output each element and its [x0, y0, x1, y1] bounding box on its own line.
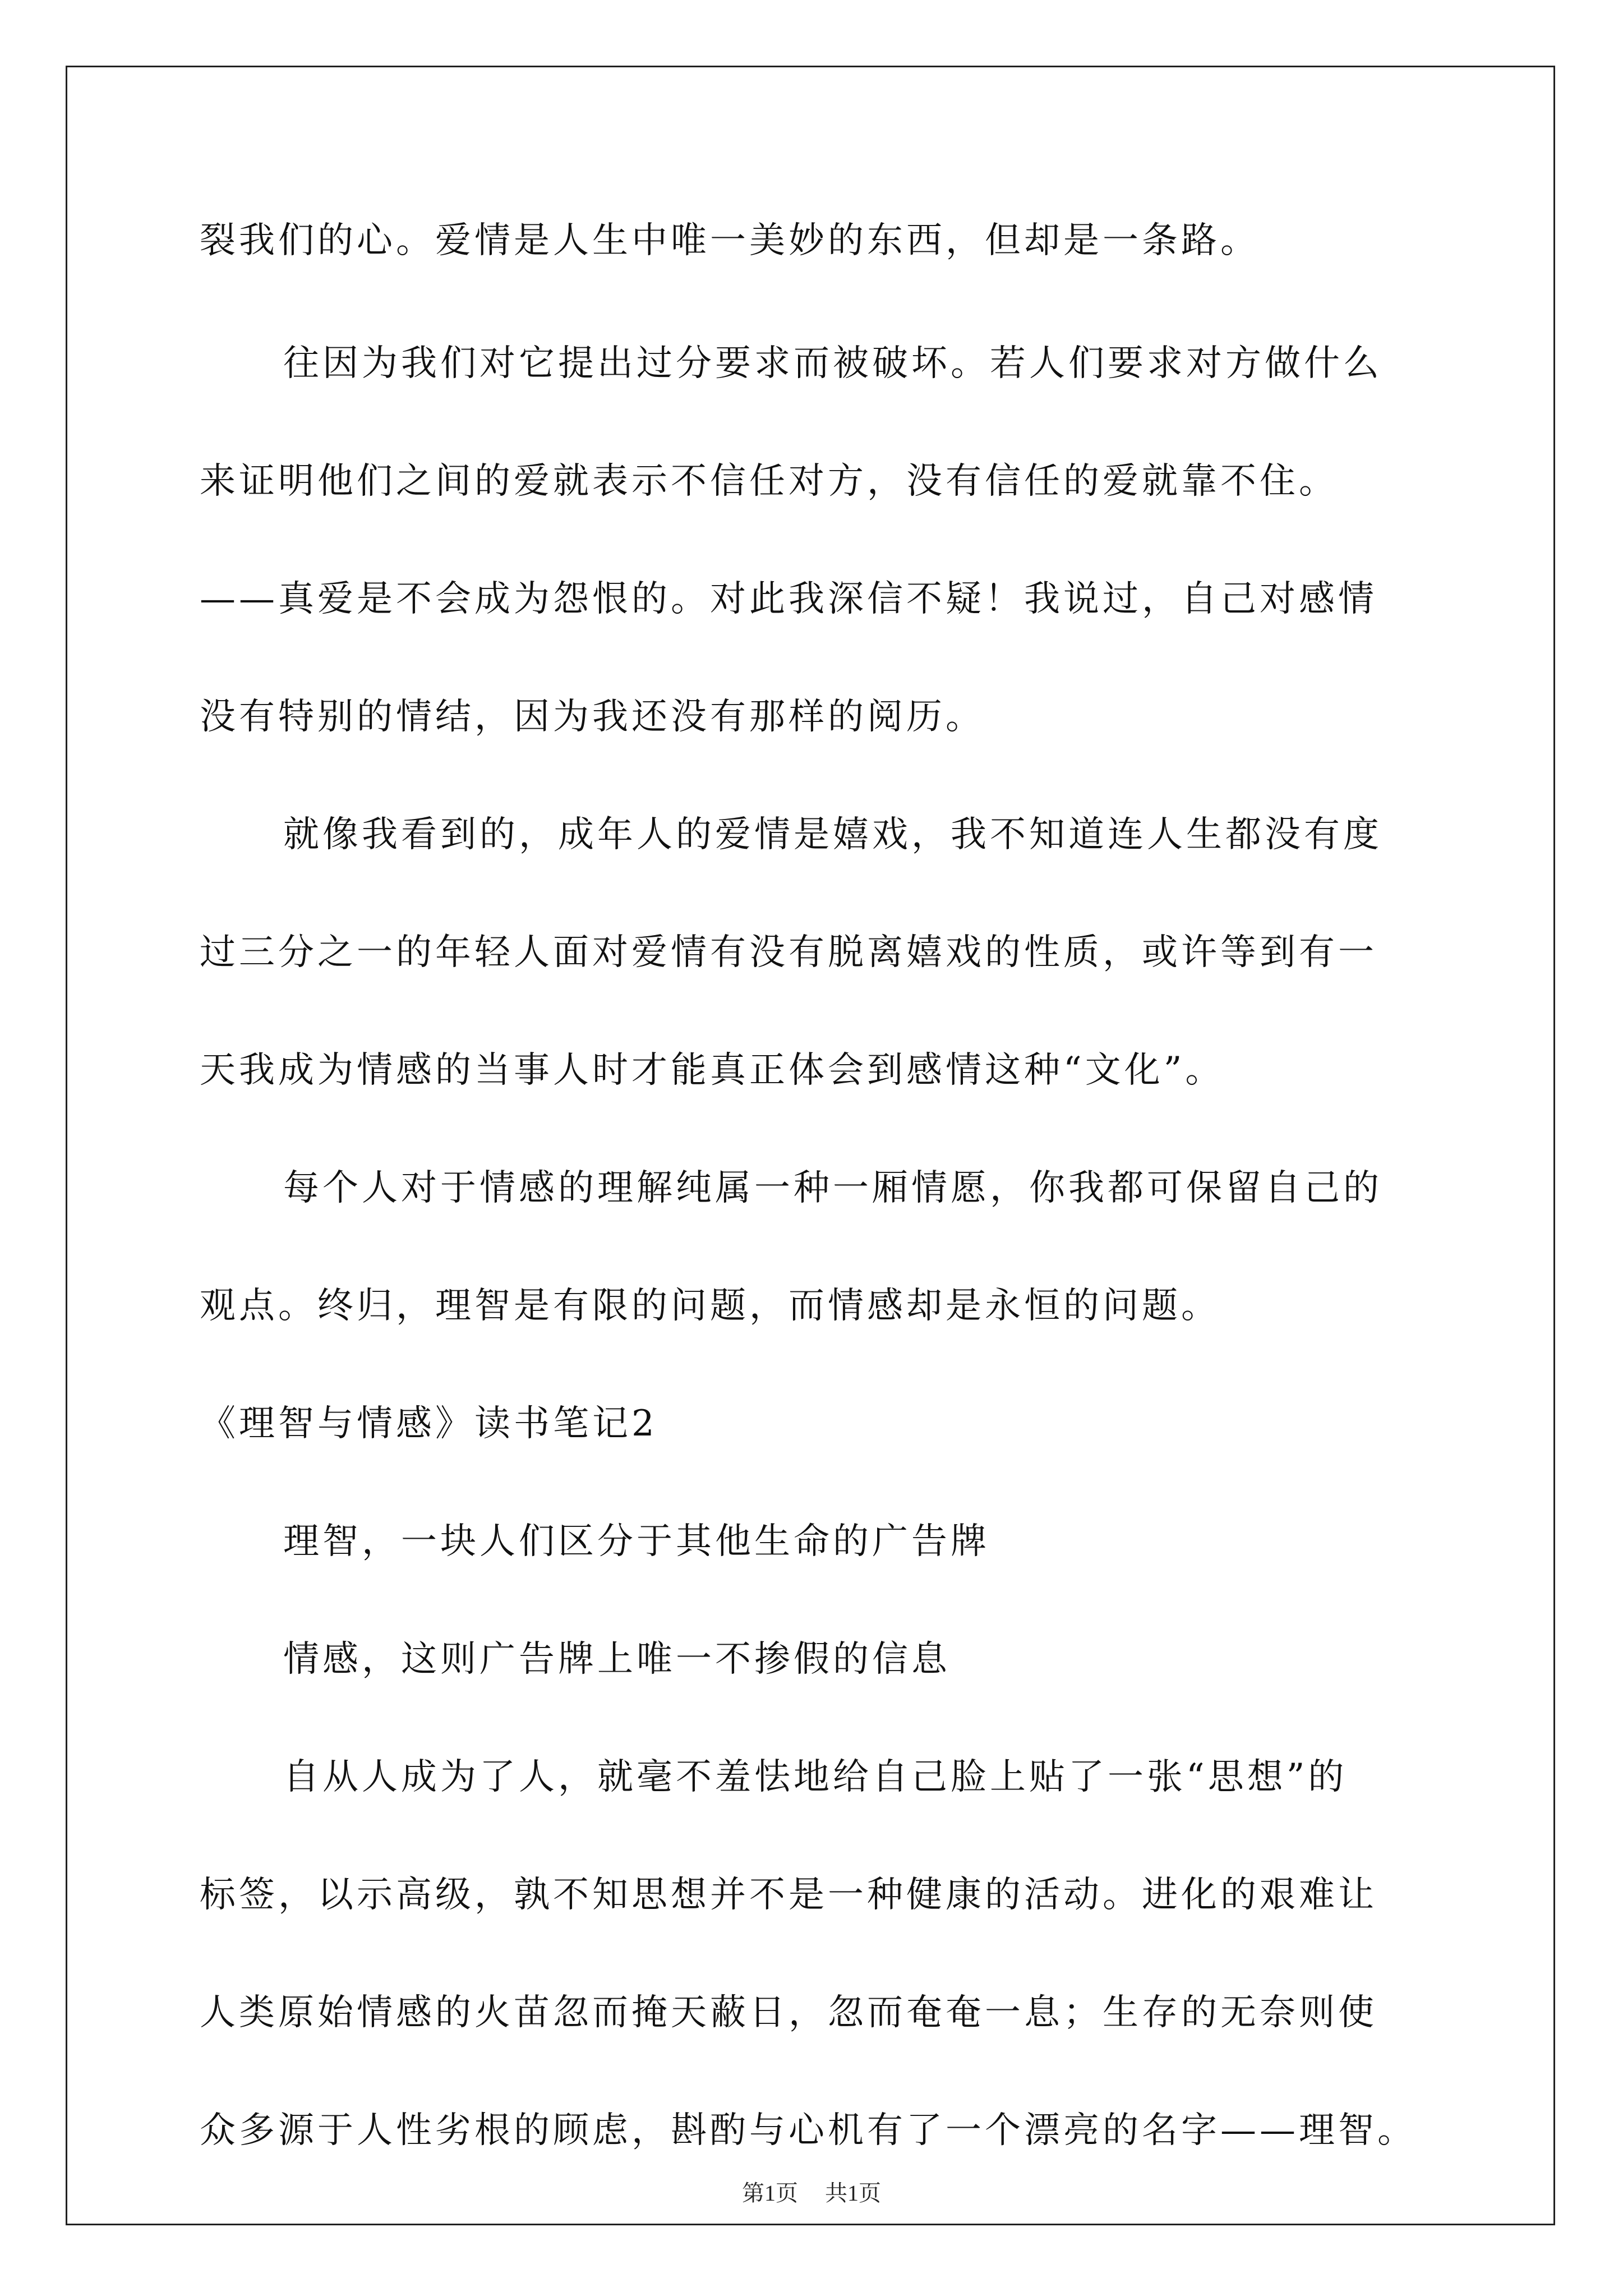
text-line: 众多源于人性劣根的顾虑，斟酌与心机有了一个漂亮的名字——理智。	[200, 2110, 1417, 2151]
text-line: 每个人对于情感的理解纯属一种一厢情愿，你我都可保留自己的	[283, 1167, 1382, 1209]
text-line: 天我成为情感的当事人时才能真正体会到感情这种“文化”。	[200, 1050, 1225, 1091]
text-line: 过三分之一的年轻人面对爱情有没有脱离嬉戏的性质，或许等到有一	[200, 932, 1377, 973]
section-title: 《理智与情感》读书笔记2	[200, 1403, 658, 1444]
text-line: 理智，一块人们区分于其他生命的广告牌	[283, 1521, 990, 1562]
text-line: 观点。终归，理智是有限的问题，而情感却是永恒的问题。	[200, 1285, 1220, 1327]
page-footer	[0, 2177, 1623, 2210]
text-line: 标签，以示高级，孰不知思想并不是一种健康的活动。进化的艰难让	[200, 1874, 1377, 1916]
text-line: 自从人成为了人，就毫不羞怯地给自己脸上贴了一张“思想”的	[283, 1756, 1348, 1798]
text-line: 情感，这则广告牌上唯一不掺假的信息	[283, 1639, 951, 1680]
text-line: 没有特别的情结，因为我还没有那样的阅历。	[200, 696, 985, 738]
text-line: 往因为我们对它提出过分要求而被破坏。若人们要求对方做什么	[283, 343, 1382, 384]
page-total: 共1页	[825, 2180, 881, 2206]
text-line: ——真爱是不会成为怨恨的。对此我深信不疑！我说过，自己对感情	[200, 578, 1377, 620]
page-number: 第1页	[742, 2180, 798, 2206]
text-line: 就像我看到的，成年人的爱情是嬉戏，我不知道连人生都没有度	[283, 814, 1382, 855]
text-line: 来证明他们之间的爱就表示不信任对方，没有信任的爱就靠不住。	[200, 461, 1338, 502]
text-line: 裂我们的心。爱情是人生中唯一美妙的东西，但却是一条路。	[200, 220, 1260, 261]
text-line: 人类原始情感的火苗忽而掩天蔽日，忽而奄奄一息；生存的无奈则使	[200, 1992, 1377, 2033]
